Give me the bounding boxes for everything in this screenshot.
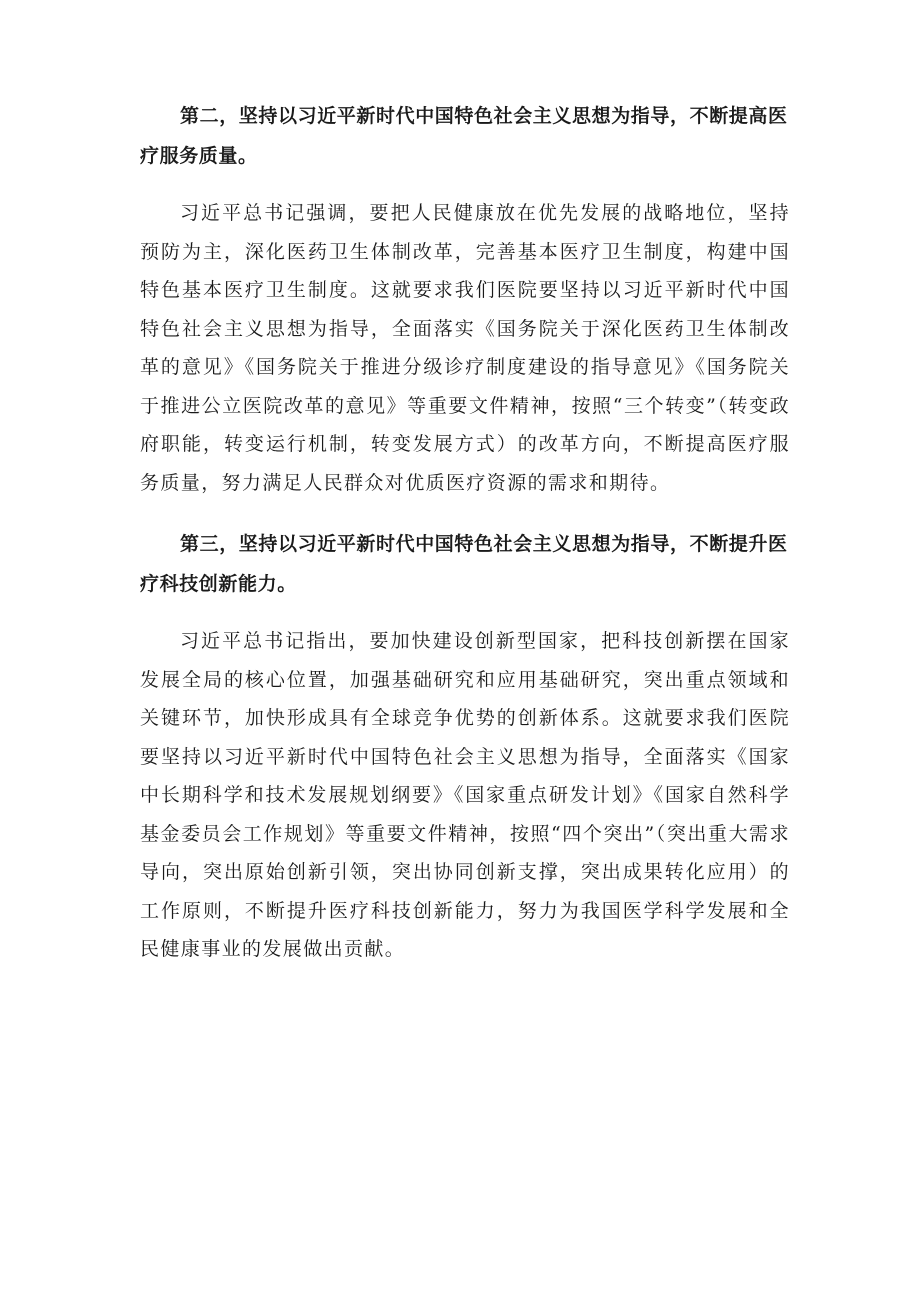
spacer [140,502,790,524]
spacer [140,604,790,622]
section-heading-third: 第三，坚持以习近平新时代中国特色社会主义思想为指导，不断提升医疗科技创新能力。 [140,533,788,595]
spacer [140,176,790,194]
section-heading-second: 第二，坚持以习近平新时代中国特色社会主义思想为指导，不断提高医疗服务质量。 [140,105,788,167]
section-body-third: 习近平总书记指出，要加快建设创新型国家，把科技创新摆在国家发展全局的核心位置，加强基础研究和应用基础研究，突出重点领域和关键环节，加快形成具有全球竞争优势的创新体系。这就要求我们医院要坚持以习近平新时代中国特色社会主义思想为指导，全面落实《国家中长期科学和技术发展规划纲要》《国家重点研发计划》《国家自然科学基金委员会工作规划》等重要文件精神，按照“四个突出”（突出重大需求导向，突出原始创新引领，突出协同创新支撑，突出成果转化应用）的工作原则，不断提升医疗科技创新能力，努力为我国医学科学发展和全民健康事业的发展做出贡献。 [140,630,790,960]
document-page [140,96,790,969]
section-body-second: 习近平总书记强调，要把人民健康放在优先发展的战略地位，坚持预防为主，深化医药卫生体制改革，完善基本医疗卫生制度，构建中国特色基本医疗卫生制度。这就要求我们医院要坚持以习近平新时代中国特色社会主义思想为指导，全面落实《国务院关于深化医药卫生体制改革的意见》《国务院关于推进分级诊疗制度建设的指导意见》《国务院关于推进公立医院改革的意见》等重要文件精神，按照“三个转变”（转变政府职能，转变运行机制，转变发展方式）的改革方向，不断提高医疗服务质量，努力满足人民群众对优质医疗资源的需求和期待。 [140,202,790,494]
